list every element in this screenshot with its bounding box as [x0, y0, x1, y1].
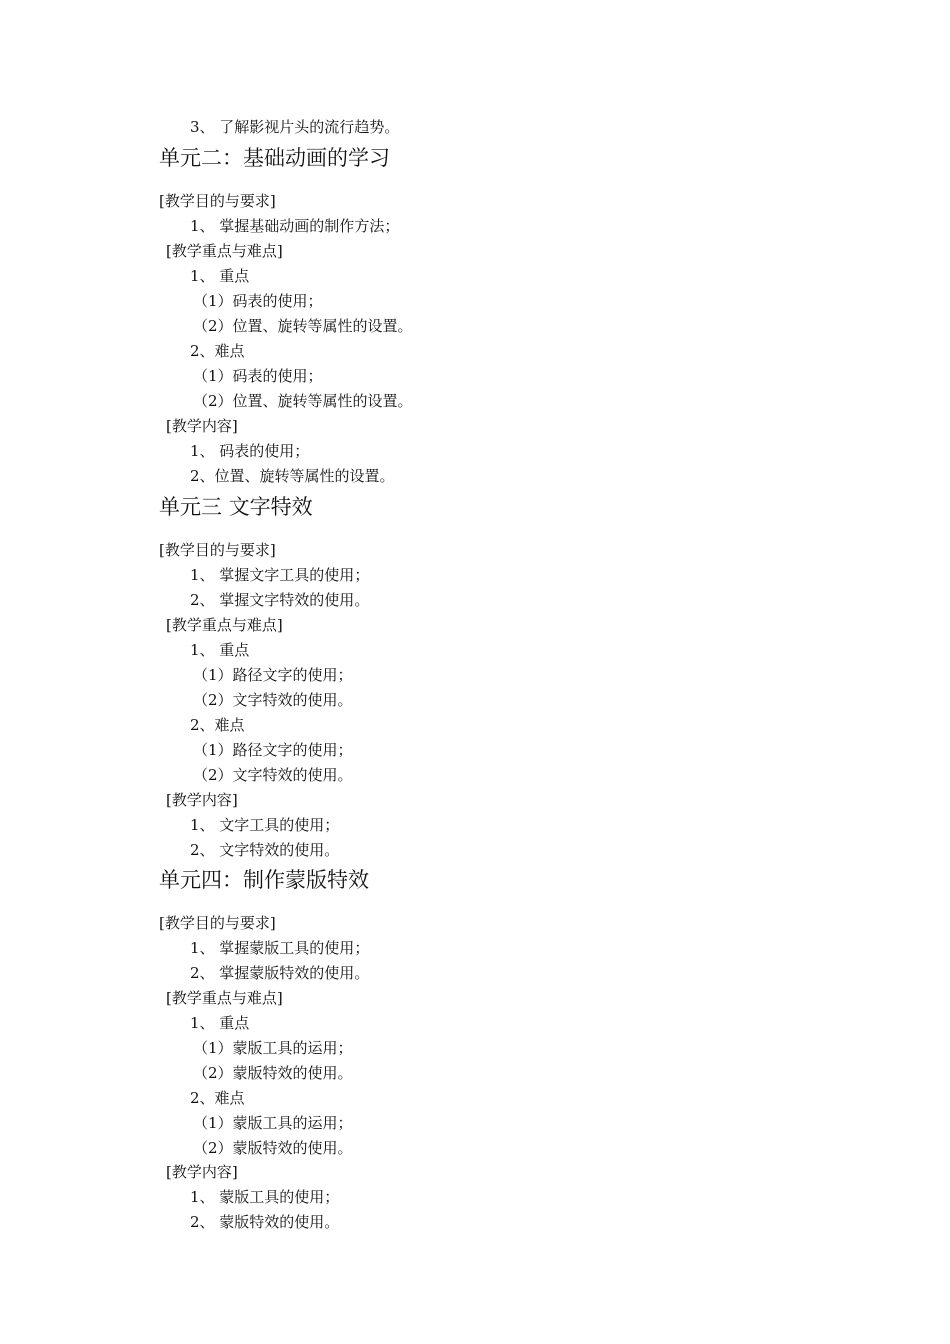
- unit-3-objective-1: 1、 掌握文字工具的使用；: [190, 566, 370, 584]
- unit-3-difficult-label: 2、难点: [190, 716, 245, 734]
- unit-4-focus-header: [教学重点与难点]: [166, 989, 283, 1007]
- unit-2-difficult-label: 2、难点: [190, 342, 245, 360]
- unit-4-objectives-header: [教学目的与要求]: [159, 914, 276, 932]
- unit-2-objective-1: 1、 掌握基础动画的制作方法；: [190, 217, 400, 235]
- unit-2-objectives-header: [教学目的与要求]: [159, 192, 276, 210]
- unit-4-title: 单元四：制作蒙版特效: [159, 868, 369, 892]
- unit-4-content-header: [教学内容]: [166, 1163, 238, 1181]
- unit-2-content-item-1: 1、 码表的使用；: [190, 442, 310, 460]
- unit-3-difficult-item-1: （1）路径文字的使用；: [193, 741, 353, 759]
- unit-2-difficult-item-1: （1）码表的使用；: [193, 367, 323, 385]
- unit-2-key-item-2: （2）位置、旋转等属性的设置。: [193, 317, 413, 335]
- unit-4-key-label: 1、 重点: [190, 1014, 250, 1032]
- unit-4-difficult-item-1: （1）蒙版工具的运用；: [193, 1114, 353, 1132]
- unit-4-content-item-1: 1、 蒙版工具的使用；: [190, 1188, 340, 1206]
- unit-3-content-item-1: 1、 文字工具的使用；: [190, 816, 340, 834]
- unit-3-objective-2: 2、 掌握文字特效的使用。: [190, 591, 370, 609]
- unit-2-focus-header: [教学重点与难点]: [166, 242, 283, 260]
- unit-3-key-item-2: （2）文字特效的使用。: [193, 691, 353, 709]
- unit-2-content-header: [教学内容]: [166, 417, 238, 435]
- unit-3-key-item-1: （1）路径文字的使用；: [193, 666, 353, 684]
- unit-2-title: 单元二：基础动画的学习: [159, 146, 390, 170]
- unit-4-key-item-2: （2）蒙版特效的使用。: [193, 1064, 353, 1082]
- unit-4-difficult-label: 2、难点: [190, 1089, 245, 1107]
- unit-3-difficult-item-2: （2）文字特效的使用。: [193, 766, 353, 784]
- unit-3-key-label: 1、 重点: [190, 641, 250, 659]
- unit-4-objective-2: 2、 掌握蒙版特效的使用。: [190, 964, 370, 982]
- unit-4-objective-1: 1、 掌握蒙版工具的使用；: [190, 939, 370, 957]
- unit-3-content-item-2: 2、 文字特效的使用。: [190, 841, 340, 859]
- unit-4-key-item-1: （1）蒙版工具的运用；: [193, 1039, 353, 1057]
- unit-3-focus-header: [教学重点与难点]: [166, 616, 283, 634]
- unit-2-difficult-item-2: （2）位置、旋转等属性的设置。: [193, 392, 413, 410]
- intro-line: 3、 了解影视片头的流行趋势。: [190, 118, 400, 136]
- unit-2-key-label: 1、 重点: [190, 267, 250, 285]
- unit-3-objectives-header: [教学目的与要求]: [159, 541, 276, 559]
- unit-2-key-item-1: （1）码表的使用；: [193, 292, 323, 310]
- unit-3-title: 单元三 文字特效: [159, 495, 313, 519]
- unit-3-content-header: [教学内容]: [166, 791, 238, 809]
- unit-2-content-item-2: 2、位置、旋转等属性的设置。: [190, 467, 395, 485]
- unit-4-content-item-2: 2、 蒙版特效的使用。: [190, 1213, 340, 1231]
- unit-4-difficult-item-2: （2）蒙版特效的使用。: [193, 1139, 353, 1157]
